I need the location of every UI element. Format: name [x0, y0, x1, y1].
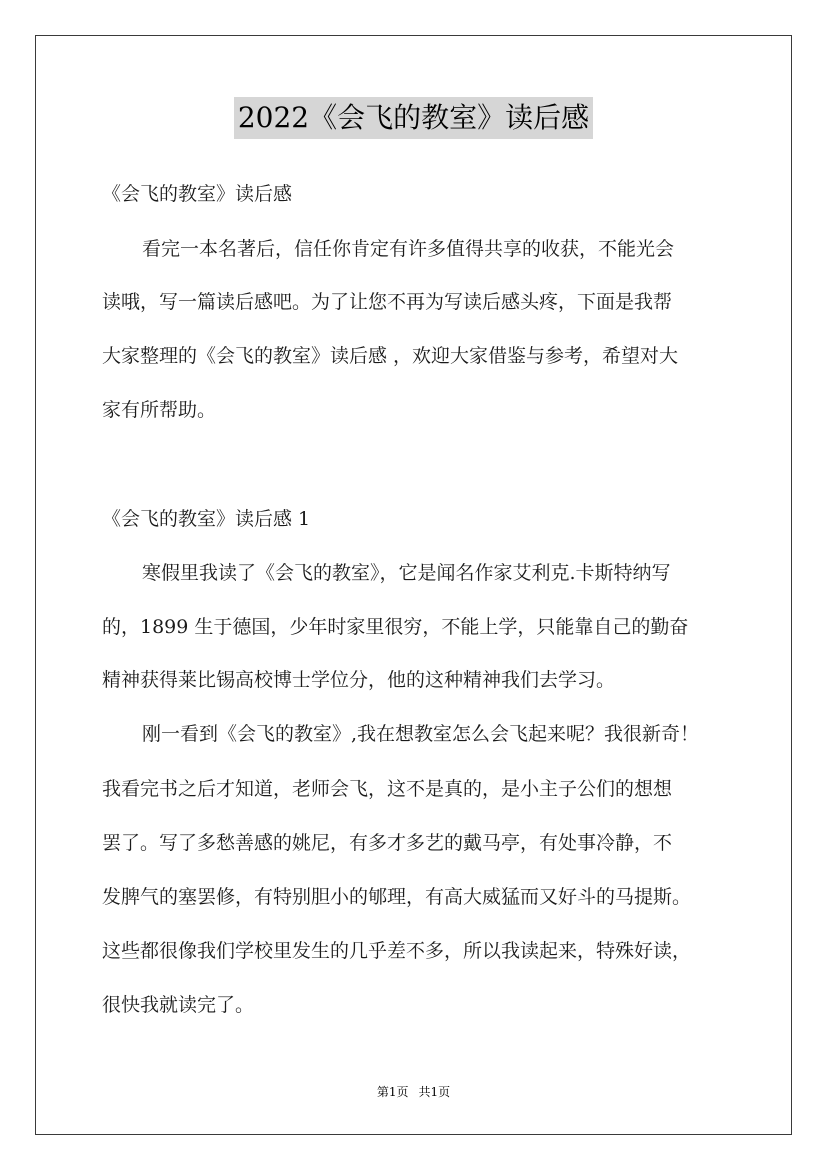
- paragraph-line: 刚一看到《会飞的教室》,我在想教室怎么会飞起来呢？我很新奇！: [142, 723, 700, 745]
- paragraph-line: 精神获得莱比锡高校博士学位分，他的这种精神我们去学习。: [102, 669, 616, 691]
- page-number: 第1页: [376, 1085, 409, 1099]
- intro-line: 读哦，写一篇读后感吧。为了让您不再为写读后感头疼，下面是我帮: [102, 291, 673, 313]
- page-footer: [0, 1083, 827, 1100]
- paragraph-line: 这些都很像我们学校里发生的几乎差不多，所以我读起来，特殊好读，: [102, 940, 692, 962]
- intro-line: 家有所帮助。: [102, 399, 217, 421]
- document-title: 2022《会飞的教室》读后感: [234, 97, 593, 139]
- title-container: [0, 97, 827, 139]
- page-total: 共1页: [418, 1085, 451, 1099]
- paragraph-line: 很快我就读完了。: [102, 994, 255, 1016]
- paragraph-line: 寒假里我读了《会飞的教室》，它是闻名作家艾利克.卡斯特纳写: [142, 562, 671, 584]
- paragraph-line: 的，1899 生于德国，少年时家里很穷，不能上学，只能靠自己的勤奋: [102, 616, 689, 638]
- paragraph-line: 发脾气的塞罢修，有特别胆小的郇理，有高大威猛而又好斗的马提斯。: [102, 886, 692, 908]
- section-heading: 《会飞的教室》读后感 1: [102, 508, 311, 530]
- paragraph-line: 罢了。写了多愁善感的姚尼，有多才多艺的戴马亭，有处事冷静，不: [102, 832, 673, 854]
- intro-line: 看完一本名著后，信任你肯定有许多值得共享的收获，不能光会: [142, 238, 675, 260]
- document-subtitle: 《会飞的教室》读后感: [102, 183, 293, 205]
- intro-line: 大家整理的《会飞的教室》读后感 ，欢迎大家借鉴与参考，希望对大: [102, 345, 679, 367]
- paragraph-line: 我看完书之后才知道，老师会飞，这不是真的，是小主子公们的想想: [102, 778, 673, 800]
